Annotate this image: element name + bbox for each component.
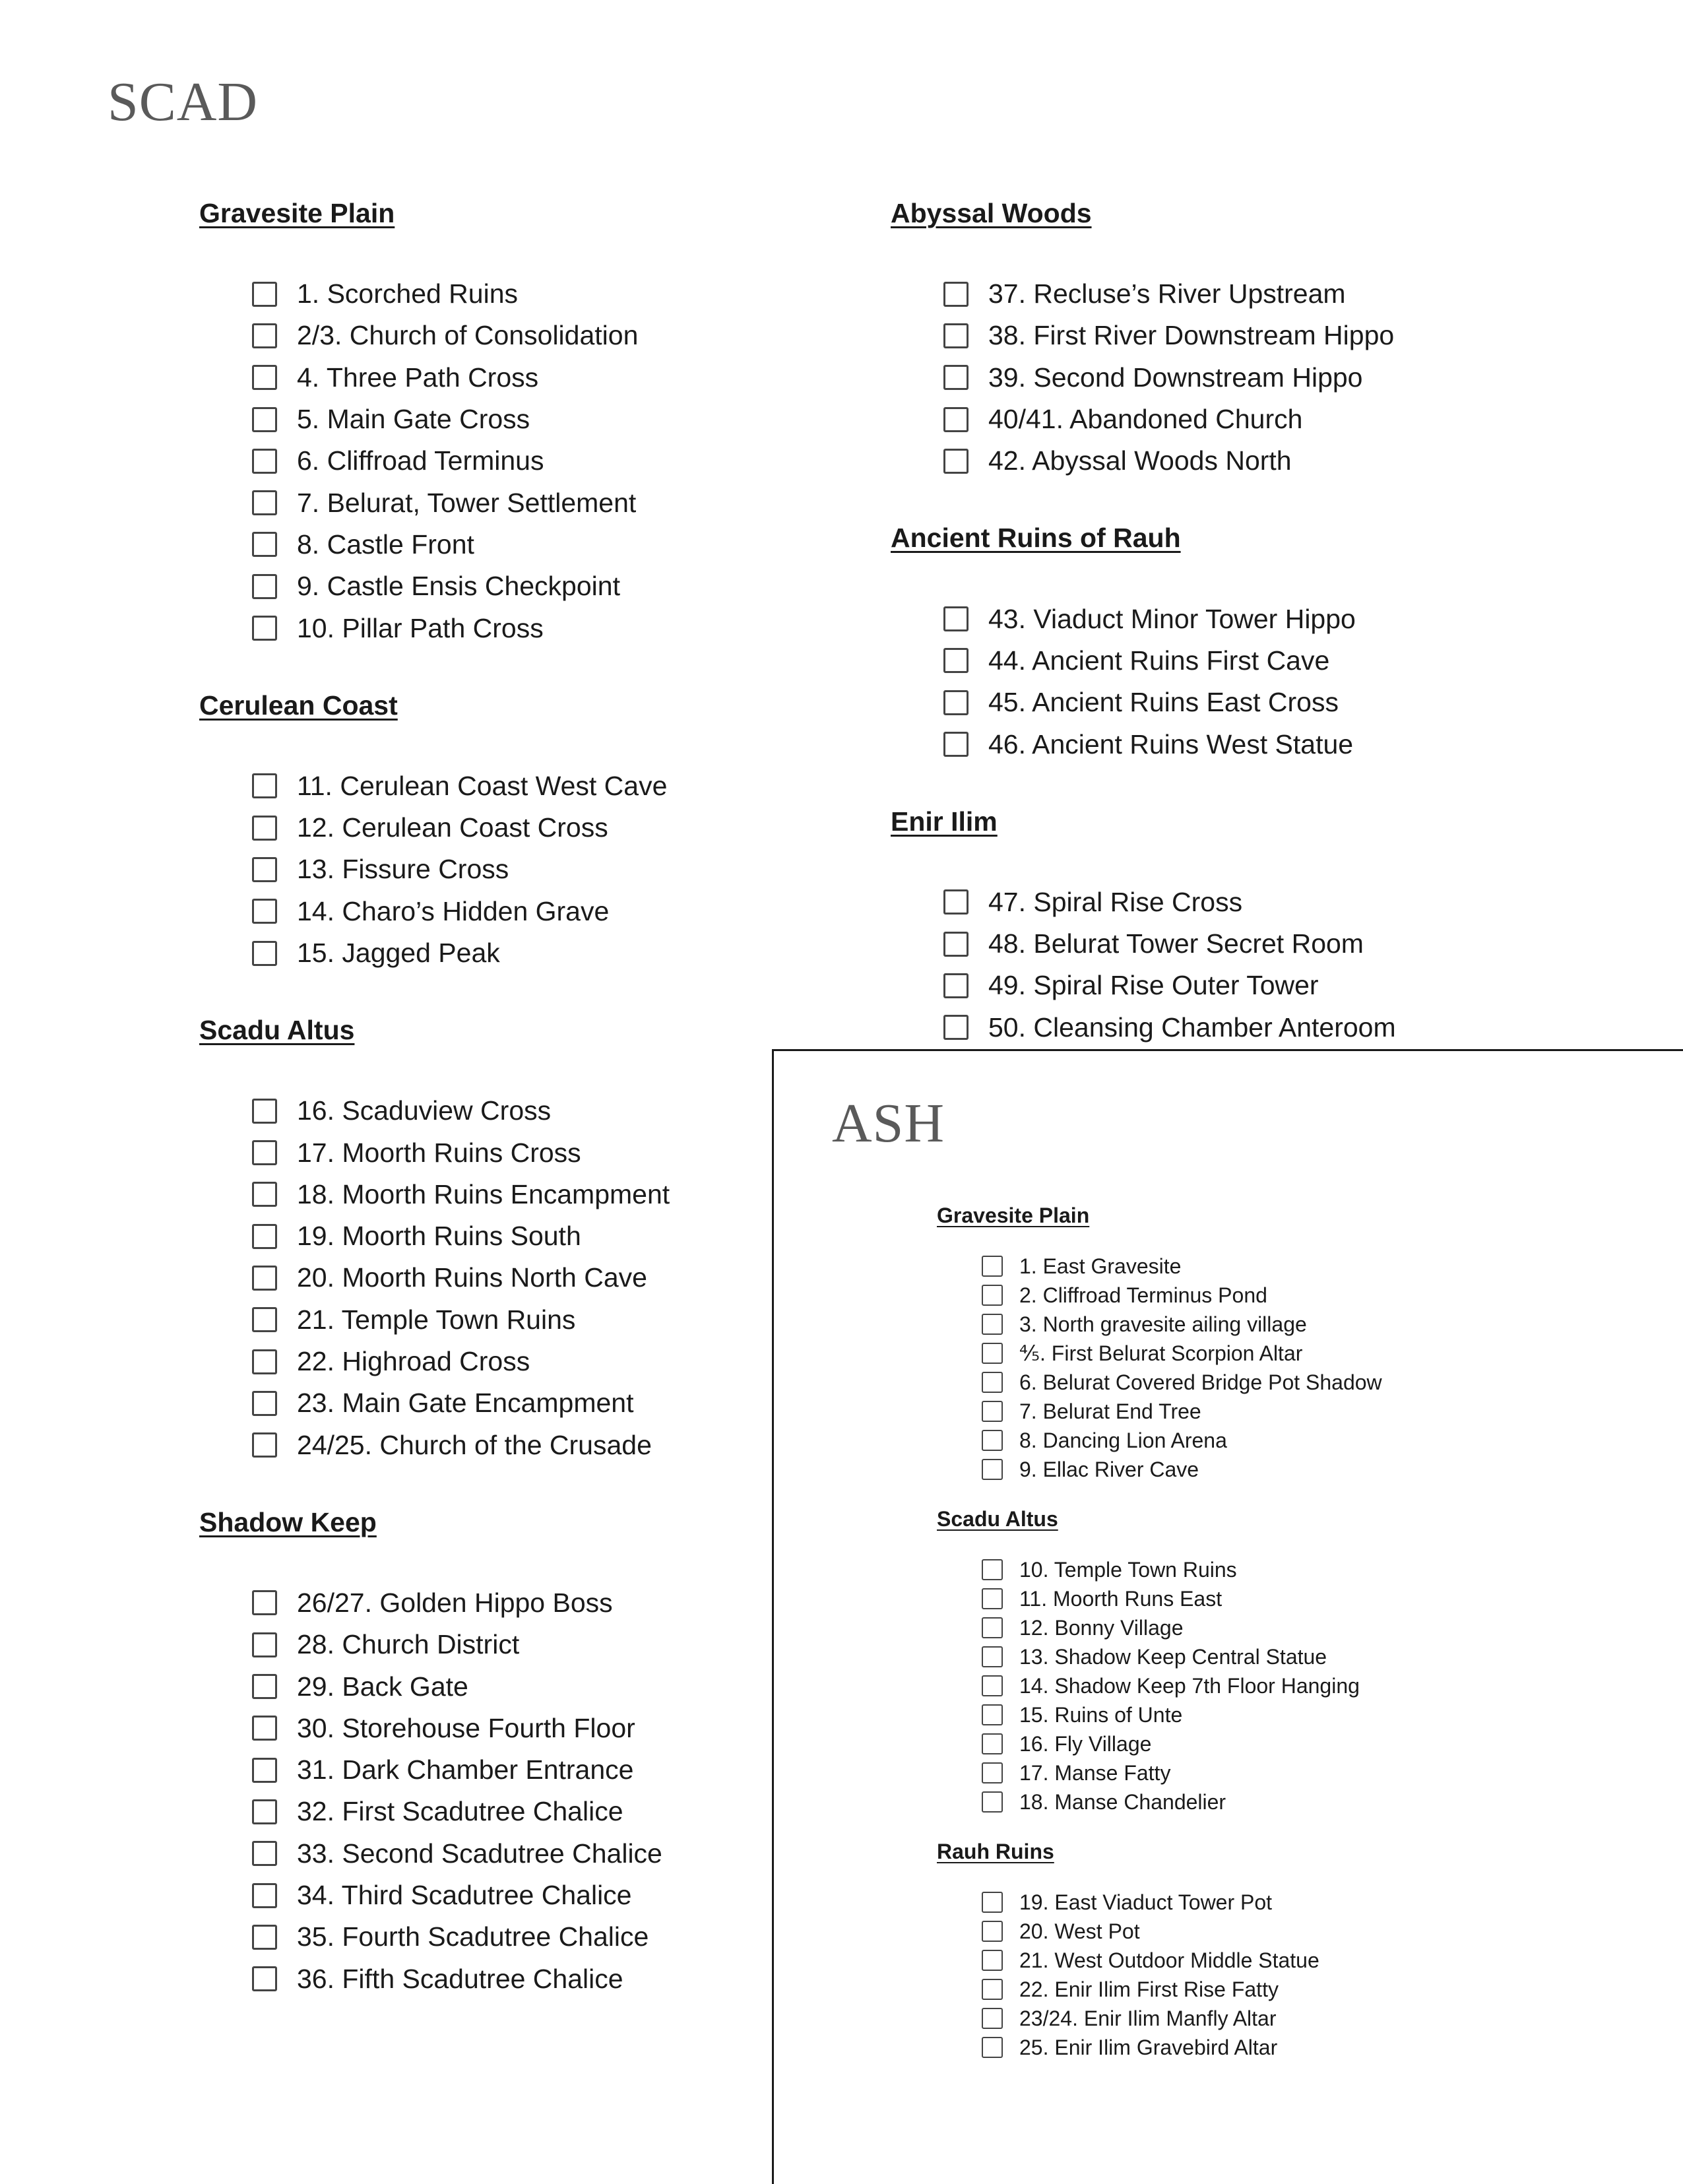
checkbox[interactable] <box>252 1099 277 1124</box>
checkbox[interactable] <box>252 1883 277 1908</box>
checklist-item-label: 24/25. Church of the Crusade <box>297 1429 652 1460</box>
checkbox[interactable] <box>982 1921 1003 1942</box>
checklist-item-label: 44. Ancient Ruins First Cave <box>988 645 1330 676</box>
checklist-item <box>982 1613 1597 1642</box>
checkbox[interactable] <box>982 1646 1003 1667</box>
checklist-item-label: 15. Ruins of Unte <box>1019 1702 1183 1727</box>
checklist-item <box>252 1665 740 1707</box>
checklist-item <box>982 1455 1597 1484</box>
checklist-item <box>252 399 740 440</box>
checkbox[interactable] <box>252 899 277 924</box>
checklist-item-label: 21. West Outdoor Middle Statue <box>1019 1948 1319 1972</box>
checklist-item-label: 18. Moorth Ruins Encampment <box>297 1178 670 1209</box>
checklist-item-label: 8. Dancing Lion Arena <box>1019 1428 1227 1452</box>
checklist-item <box>252 1749 740 1791</box>
checkbox[interactable] <box>252 1758 277 1783</box>
section-heading: Abyssal Woods <box>891 198 1092 228</box>
checklist-item <box>252 1958 740 2000</box>
checklist-item-label: 20. Moorth Ruins North Cave <box>297 1262 647 1293</box>
checklist-item-label: 49. Spiral Rise Outer Tower <box>988 970 1319 1001</box>
checkbox[interactable] <box>982 1343 1003 1364</box>
checkbox[interactable] <box>943 889 969 915</box>
checklist-item <box>982 1252 1597 1281</box>
section-abyssal-woods <box>891 195 1484 482</box>
checklist <box>252 1090 740 1466</box>
checkbox[interactable] <box>252 616 277 641</box>
checkbox[interactable] <box>943 648 969 673</box>
checklist-item-label: 1. Scorched Ruins <box>297 278 519 309</box>
checklist-item <box>982 2033 1597 2062</box>
checkbox[interactable] <box>982 1733 1003 1754</box>
checklist-item <box>982 1368 1597 1397</box>
checklist-item-label: 7. Belurat, Tower Settlement <box>297 487 637 518</box>
checklist-item-label: 12. Cerulean Coast Cross <box>297 812 608 843</box>
checklist-item <box>252 932 740 974</box>
checklist-item-label: 9. Castle Ensis Checkpoint <box>297 571 620 602</box>
checkbox[interactable] <box>982 1588 1003 1609</box>
checkbox[interactable] <box>982 1285 1003 1306</box>
checklist-item <box>982 1888 1597 1917</box>
checkbox[interactable] <box>252 1182 277 1207</box>
checklist-item <box>252 1791 740 1832</box>
section-heading: Shadow Keep <box>199 1506 377 1537</box>
checklist-item-label: 23. Main Gate Encampment <box>297 1388 634 1419</box>
checklist-item-label: 34. Third Scadutree Chalice <box>297 1880 632 1911</box>
checkbox[interactable] <box>982 1314 1003 1335</box>
checkbox[interactable] <box>982 1791 1003 1813</box>
checklist <box>943 598 1484 765</box>
checkbox[interactable] <box>252 323 277 348</box>
checklist-item <box>252 891 740 932</box>
section-gap <box>199 1466 740 1504</box>
checkbox[interactable] <box>943 323 969 348</box>
checklist-item-label: 48. Belurat Tower Secret Room <box>988 928 1364 959</box>
checkbox[interactable] <box>982 1675 1003 1696</box>
checklist-item <box>982 1787 1597 1816</box>
section-gravesite-plain <box>937 1202 1597 1484</box>
checklist-item <box>943 682 1484 723</box>
checkbox[interactable] <box>252 532 277 557</box>
checklist-item <box>252 482 740 523</box>
checkbox[interactable] <box>252 1716 277 1741</box>
section-heading: Scadu Altus <box>199 1015 355 1046</box>
checklist-item <box>982 1397 1597 1426</box>
checklist-item <box>943 273 1484 315</box>
checkbox[interactable] <box>252 490 277 515</box>
checklist-item <box>943 357 1484 399</box>
section-scadu-altus <box>199 1012 740 1466</box>
checkbox[interactable] <box>943 932 969 957</box>
checklist-item-label: ⅘. First Belurat Scorpion Altar <box>1019 1341 1303 1365</box>
checklist-item <box>982 1426 1597 1455</box>
checklist-item <box>252 1257 740 1299</box>
checklist-item <box>252 807 740 849</box>
checklist <box>982 1888 1597 2062</box>
checklist-item <box>252 1582 740 1624</box>
checkbox[interactable] <box>943 282 969 307</box>
checklist-item <box>982 1758 1597 1787</box>
checklist-item-label: 10. Pillar Path Cross <box>297 612 544 643</box>
checkbox[interactable] <box>943 690 969 715</box>
checkbox[interactable] <box>252 1674 277 1699</box>
checklist-item <box>982 1310 1597 1339</box>
checkbox[interactable] <box>252 1266 277 1291</box>
checklist-item <box>252 1382 740 1424</box>
checkbox[interactable] <box>982 1704 1003 1725</box>
checklist-item-label: 26/27. Golden Hippo Boss <box>297 1587 613 1618</box>
checklist-item-label: 45. Ancient Ruins East Cross <box>988 687 1339 718</box>
checkbox[interactable] <box>943 606 969 631</box>
checklist-item <box>982 1917 1597 1946</box>
checklist-item-label: 6. Cliffroad Terminus <box>297 445 544 476</box>
checklist-item <box>252 1833 740 1875</box>
checklist-item-label: 46. Ancient Ruins West Statue <box>988 728 1354 759</box>
checklist-item-label: 16. Fly Village <box>1019 1731 1152 1756</box>
checkbox[interactable] <box>943 449 969 474</box>
section-gap <box>937 1816 1597 1838</box>
checklist-item <box>252 1916 740 1958</box>
checklist-item <box>982 1671 1597 1700</box>
checkbox[interactable] <box>252 282 277 307</box>
checklist-item-label: 38. First River Downstream Hippo <box>988 320 1395 351</box>
section-gap <box>199 649 740 688</box>
checklist-item-label: 14. Charo’s Hidden Grave <box>297 895 610 926</box>
checklist-item <box>252 1215 740 1257</box>
checklist-item <box>943 723 1484 765</box>
checklist-item-label: 36. Fifth Scadutree Chalice <box>297 1963 623 1994</box>
checkbox[interactable] <box>252 1799 277 1824</box>
checklist-item-label: 37. Recluse’s River Upstream <box>988 278 1346 309</box>
checkbox[interactable] <box>982 1950 1003 1971</box>
checklist-item-label: 18. Manse Chandelier <box>1019 1789 1226 1814</box>
checkbox[interactable] <box>252 1925 277 1950</box>
checkbox[interactable] <box>982 1430 1003 1451</box>
section-heading: Cerulean Coast <box>199 690 398 721</box>
checkbox[interactable] <box>982 1892 1003 1913</box>
checklist-item-label: 19. East Viaduct Tower Pot <box>1019 1890 1273 1914</box>
checklist-item <box>943 923 1484 965</box>
section-shadow-keep <box>199 1504 740 2000</box>
checkbox[interactable] <box>252 574 277 599</box>
checklist-item-label: 2. Cliffroad Terminus Pond <box>1019 1283 1267 1307</box>
checklist-item-label: 15. Jagged Peak <box>297 938 500 968</box>
checklist-item <box>982 1975 1597 2004</box>
checklist-item-label: 8. Castle Front <box>297 529 474 560</box>
checkbox[interactable] <box>252 1224 277 1249</box>
checkbox[interactable] <box>943 732 969 757</box>
checkbox[interactable] <box>252 1391 277 1416</box>
checklist-item-label: 11. Moorth Runs East <box>1019 1586 1223 1611</box>
checklist-item <box>252 565 740 607</box>
section-gap <box>891 482 1484 520</box>
checklist-item-label: 25. Enir Ilim Gravebird Altar <box>1019 2035 1278 2059</box>
checklist-item <box>982 1281 1597 1310</box>
checkbox[interactable] <box>982 1459 1003 1480</box>
checklist-item-label: 47. Spiral Rise Cross <box>988 886 1243 917</box>
checkbox[interactable] <box>252 407 277 432</box>
checklist-item <box>252 765 740 807</box>
section-heading: Gravesite Plain <box>937 1204 1090 1227</box>
ash-panel <box>772 1049 1683 2184</box>
checklist-item-label: 43. Viaduct Minor Tower Hippo <box>988 603 1356 634</box>
checklist-item-label: 7. Belurat End Tree <box>1019 1399 1201 1423</box>
section-scadu-altus <box>937 1505 1597 1816</box>
checklist-item-label: 9. Ellac River Cave <box>1019 1457 1199 1481</box>
checklist-item-label: 17. Moorth Ruins Cross <box>297 1137 581 1168</box>
checkbox[interactable] <box>943 407 969 432</box>
checklist-item <box>252 273 740 315</box>
checklist-item-label: 13. Fissure Cross <box>297 854 509 885</box>
checklist-item <box>982 1584 1597 1613</box>
checklist-item-label: 42. Abyssal Woods North <box>988 445 1292 476</box>
section-ancient-ruins-of-rauh <box>891 520 1484 765</box>
checklist-item-label: 21. Temple Town Ruins <box>297 1304 576 1335</box>
checklist-item <box>982 1946 1597 1975</box>
section-heading: Enir Ilim <box>891 806 998 837</box>
checklist-item-label: 32. First Scadutree Chalice <box>297 1796 623 1827</box>
checklist <box>252 1582 740 2000</box>
section-gap <box>199 974 740 1012</box>
checklist <box>982 1555 1597 1816</box>
checklist-item <box>252 1299 740 1341</box>
checklist-item-label: 23/24. Enir Ilim Manfly Altar <box>1019 2006 1277 2030</box>
ash-title: ASH <box>832 1093 945 1154</box>
checklist-item-label: 3. North gravesite ailing village <box>1019 1312 1307 1336</box>
section-gap <box>891 765 1484 804</box>
checklist-item <box>943 598 1484 639</box>
checklist-item <box>943 882 1484 923</box>
checklist-item <box>252 315 740 356</box>
checkbox[interactable] <box>982 1979 1003 2000</box>
checklist <box>252 273 740 649</box>
checklist-item <box>252 849 740 890</box>
checkbox[interactable] <box>943 365 969 390</box>
checkbox[interactable] <box>252 1590 277 1615</box>
checkbox[interactable] <box>252 365 277 390</box>
checkbox[interactable] <box>252 449 277 474</box>
checklist-item-label: 5. Main Gate Cross <box>297 404 530 435</box>
checklist-item <box>982 1555 1597 1584</box>
checklist-item <box>252 607 740 649</box>
section-gravesite-plain <box>199 195 740 649</box>
checklist-item-label: 6. Belurat Covered Bridge Pot Shadow <box>1019 1370 1382 1394</box>
checkbox[interactable] <box>252 1140 277 1165</box>
checkbox[interactable] <box>252 816 277 841</box>
checklist-item <box>252 1132 740 1173</box>
checklist-item-label: 28. Church District <box>297 1629 520 1660</box>
checklist <box>943 273 1484 482</box>
checklist-item-label: 33. Second Scadutree Chalice <box>297 1838 662 1869</box>
checklist-item-label: 4. Three Path Cross <box>297 362 539 393</box>
ash-column <box>937 1202 1597 2062</box>
checklist-item <box>982 1700 1597 1729</box>
checklist-item <box>982 1729 1597 1758</box>
checklist-item <box>252 1341 740 1382</box>
checklist-item-label: 10. Temple Town Ruins <box>1019 1557 1237 1582</box>
checklist-item-label: 16. Scaduview Cross <box>297 1095 552 1126</box>
checklist-item-label: 31. Dark Chamber Entrance <box>297 1754 634 1785</box>
checklist-item-label: 11. Cerulean Coast West Cave <box>297 770 668 801</box>
checkbox[interactable] <box>252 857 277 882</box>
section-gap <box>937 1484 1597 1505</box>
checklist <box>943 882 1484 1048</box>
checkbox[interactable] <box>982 1762 1003 1783</box>
checkbox[interactable] <box>252 1349 277 1374</box>
checklist-item-label: 39. Second Downstream Hippo <box>988 362 1363 393</box>
checkbox[interactable] <box>982 1559 1003 1580</box>
checklist-item <box>943 440 1484 482</box>
checkbox[interactable] <box>252 1307 277 1332</box>
checklist-item <box>982 2004 1597 2033</box>
checklist-item <box>982 1339 1597 1368</box>
section-heading: Gravesite Plain <box>199 198 395 228</box>
checklist-item <box>943 399 1484 440</box>
checklist-item <box>252 357 740 399</box>
checklist-item-label: 12. Bonny Village <box>1019 1615 1184 1640</box>
checkbox[interactable] <box>252 941 277 966</box>
checkbox[interactable] <box>252 1632 277 1657</box>
checklist-item <box>252 1090 740 1132</box>
checklist-item-label: 22. Enir Ilim First Rise Fatty <box>1019 1977 1279 2001</box>
checklist-item <box>982 1642 1597 1671</box>
scad-right-column <box>891 195 1484 1048</box>
checklist-item <box>252 440 740 482</box>
checklist-item <box>943 315 1484 356</box>
section-rauh-ruins <box>937 1838 1597 2062</box>
checklist-item <box>252 1708 740 1749</box>
checkbox[interactable] <box>252 773 277 798</box>
checklist <box>252 765 740 974</box>
section-heading: Rauh Ruins <box>937 1840 1054 1863</box>
checklist-item-label: 14. Shadow Keep 7th Floor Hanging <box>1019 1673 1360 1698</box>
checklist-item <box>943 1007 1484 1048</box>
checklist-item <box>252 1425 740 1466</box>
section-heading: Scadu Altus <box>937 1507 1058 1531</box>
checklist-item-label: 2/3. Church of Consolidation <box>297 320 639 351</box>
checkbox[interactable] <box>943 973 969 998</box>
checklist-item-label: 13. Shadow Keep Central Statue <box>1019 1644 1327 1669</box>
checkbox[interactable] <box>943 1015 969 1040</box>
checklist-item-label: 22. Highroad Cross <box>297 1346 530 1377</box>
checklist-item-label: 29. Back Gate <box>297 1671 468 1702</box>
checkbox[interactable] <box>982 2008 1003 2029</box>
section-heading: Ancient Ruins of Rauh <box>891 523 1181 554</box>
checklist-item-label: 1. East Gravesite <box>1019 1254 1182 1278</box>
checkbox[interactable] <box>252 1966 277 1991</box>
checkbox[interactable] <box>982 2037 1003 2058</box>
checkbox[interactable] <box>252 1841 277 1866</box>
checkbox[interactable] <box>982 1617 1003 1638</box>
section-enir-ilim <box>891 804 1484 1048</box>
checklist-item-label: 50. Cleansing Chamber Anteroom <box>988 1012 1396 1043</box>
checklist-item <box>252 524 740 565</box>
checklist-item-label: 35. Fourth Scadutree Chalice <box>297 1921 649 1952</box>
checkbox[interactable] <box>982 1401 1003 1422</box>
section-cerulean-coast <box>199 688 740 974</box>
checklist-item <box>252 1174 740 1215</box>
checklist-item-label: 30. Storehouse Fourth Floor <box>297 1712 635 1743</box>
checklist-item <box>252 1875 740 1916</box>
checkbox[interactable] <box>982 1372 1003 1393</box>
checklist-item-label: 19. Moorth Ruins South <box>297 1221 581 1252</box>
checkbox[interactable] <box>252 1432 277 1458</box>
checklist-item <box>943 965 1484 1006</box>
checklist-item-label: 40/41. Abandoned Church <box>988 404 1303 435</box>
scad-left-column <box>199 195 740 2000</box>
checkbox[interactable] <box>982 1256 1003 1277</box>
scad-title: SCAD <box>108 71 259 133</box>
checklist-item <box>943 640 1484 682</box>
checklist-item <box>252 1624 740 1665</box>
checklist-item-label: 17. Manse Fatty <box>1019 1760 1171 1785</box>
checklist <box>982 1252 1597 1484</box>
checklist-item-label: 20. West Pot <box>1019 1919 1140 1943</box>
